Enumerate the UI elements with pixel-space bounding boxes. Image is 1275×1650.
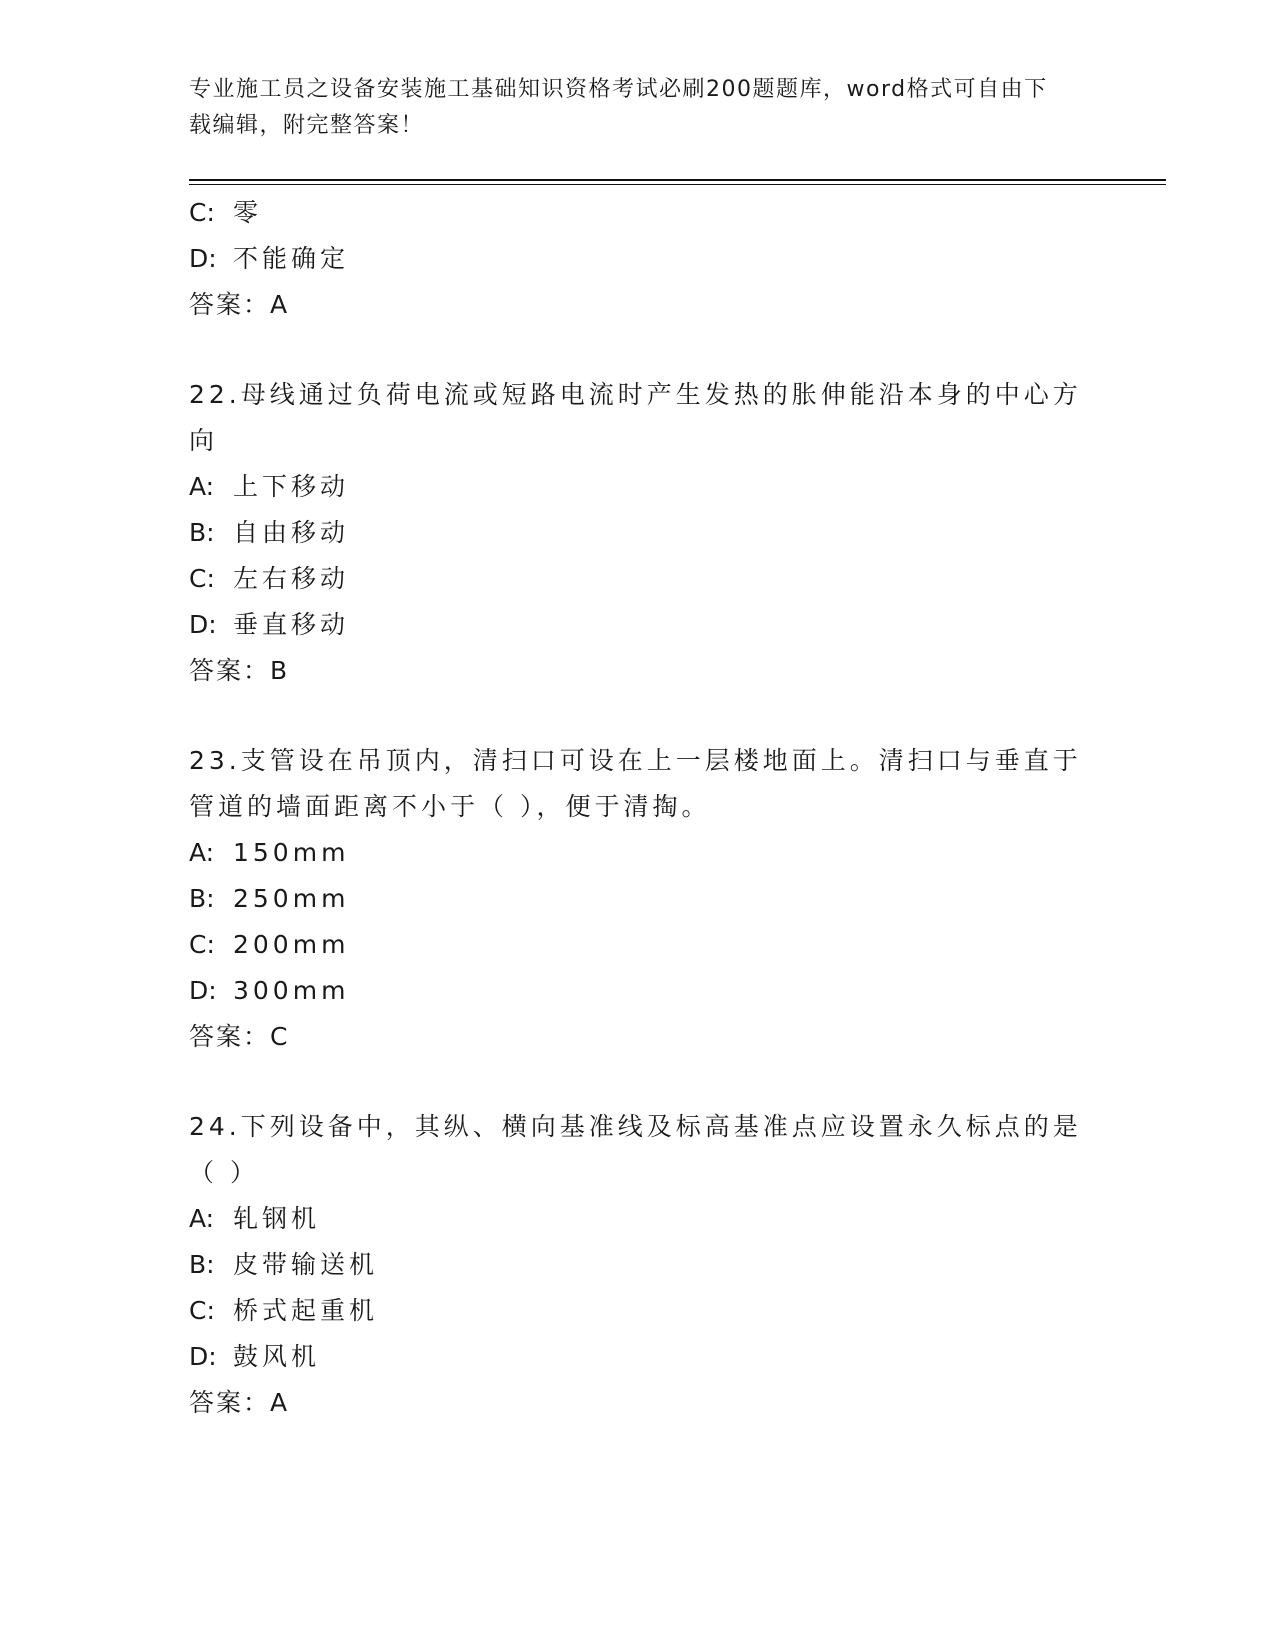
question-24 [189, 1104, 1089, 1426]
answer-value: A [270, 290, 290, 319]
option-letter: C: [189, 198, 215, 227]
option-letter: B: [189, 884, 215, 913]
option-d [189, 602, 1089, 648]
option-letter: A: [189, 472, 215, 501]
option-d [189, 968, 1089, 1014]
option-letter: A: [189, 838, 215, 867]
question-list [189, 190, 1089, 1426]
answer-value: B [270, 656, 290, 685]
option-text: 150mm [233, 838, 350, 867]
option-letter: B: [189, 518, 215, 547]
option-letter: D: [189, 976, 217, 1005]
question-stem: 22.母线通过负荷电流或短路电流时产生发热的胀伸能沿本身的中心方向 [189, 380, 1082, 455]
option-letter: D: [189, 1342, 217, 1371]
option-letter: C: [189, 1296, 215, 1325]
option-c [189, 922, 1089, 968]
option-letter: D: [189, 610, 217, 639]
option-c [189, 190, 1089, 236]
option-text: 300mm [233, 976, 350, 1005]
option-text: 零 [233, 198, 263, 227]
continued-question [189, 190, 1089, 328]
option-letter: C: [189, 564, 215, 593]
document-header: 专业施工员之设备安装施工基础知识资格考试必刷200题题库，word格式可自由下载编辑，附完整答案！ [189, 77, 1048, 138]
option-text: 鼓风机 [233, 1342, 321, 1371]
option-text: 不能确定 [233, 244, 350, 273]
option-text: 桥式起重机 [233, 1296, 379, 1325]
option-c [189, 1288, 1089, 1334]
option-letter: D: [189, 244, 217, 273]
option-letter: C: [189, 930, 215, 959]
option-letter: B: [189, 1250, 215, 1279]
question-22 [189, 372, 1089, 694]
answer-line [189, 648, 1089, 694]
option-text: 皮带输送机 [233, 1250, 379, 1279]
option-b [189, 876, 1089, 922]
option-c [189, 556, 1089, 602]
option-text: 轧钢机 [233, 1204, 321, 1233]
option-a [189, 1196, 1089, 1242]
option-text: 自由移动 [233, 518, 350, 547]
question-stem: 24.下列设备中，其纵、横向基准线及标高基准点应设置永久标点的是（ ） [189, 1112, 1082, 1187]
option-text: 垂直移动 [233, 610, 350, 639]
question-stem: 23.支管设在吊顶内，清扫口可设在上一层楼地面上。清扫口与垂直于管道的墙面距离不小于（ ），便于清掏。 [189, 746, 1082, 821]
option-letter: A: [189, 1204, 215, 1233]
answer-label: 答案： [189, 290, 271, 319]
header-divider-thin [189, 184, 1166, 185]
option-b [189, 510, 1089, 556]
option-d [189, 236, 1089, 282]
option-text: 上下移动 [233, 472, 350, 501]
answer-line [189, 1014, 1089, 1060]
answer-label: 答案： [189, 1388, 271, 1417]
option-text: 200mm [233, 930, 350, 959]
header-divider-thick [189, 179, 1166, 181]
option-d [189, 1334, 1089, 1380]
answer-value: C [270, 1022, 290, 1051]
option-a [189, 830, 1089, 876]
option-b [189, 1242, 1089, 1288]
answer-label: 答案： [189, 1022, 271, 1051]
answer-value: A [270, 1388, 290, 1417]
answer-label: 答案： [189, 656, 271, 685]
answer-line [189, 1380, 1089, 1426]
option-text: 250mm [233, 884, 350, 913]
option-a [189, 464, 1089, 510]
question-23 [189, 738, 1089, 1060]
answer-line [189, 282, 1089, 328]
option-text: 左右移动 [233, 564, 350, 593]
